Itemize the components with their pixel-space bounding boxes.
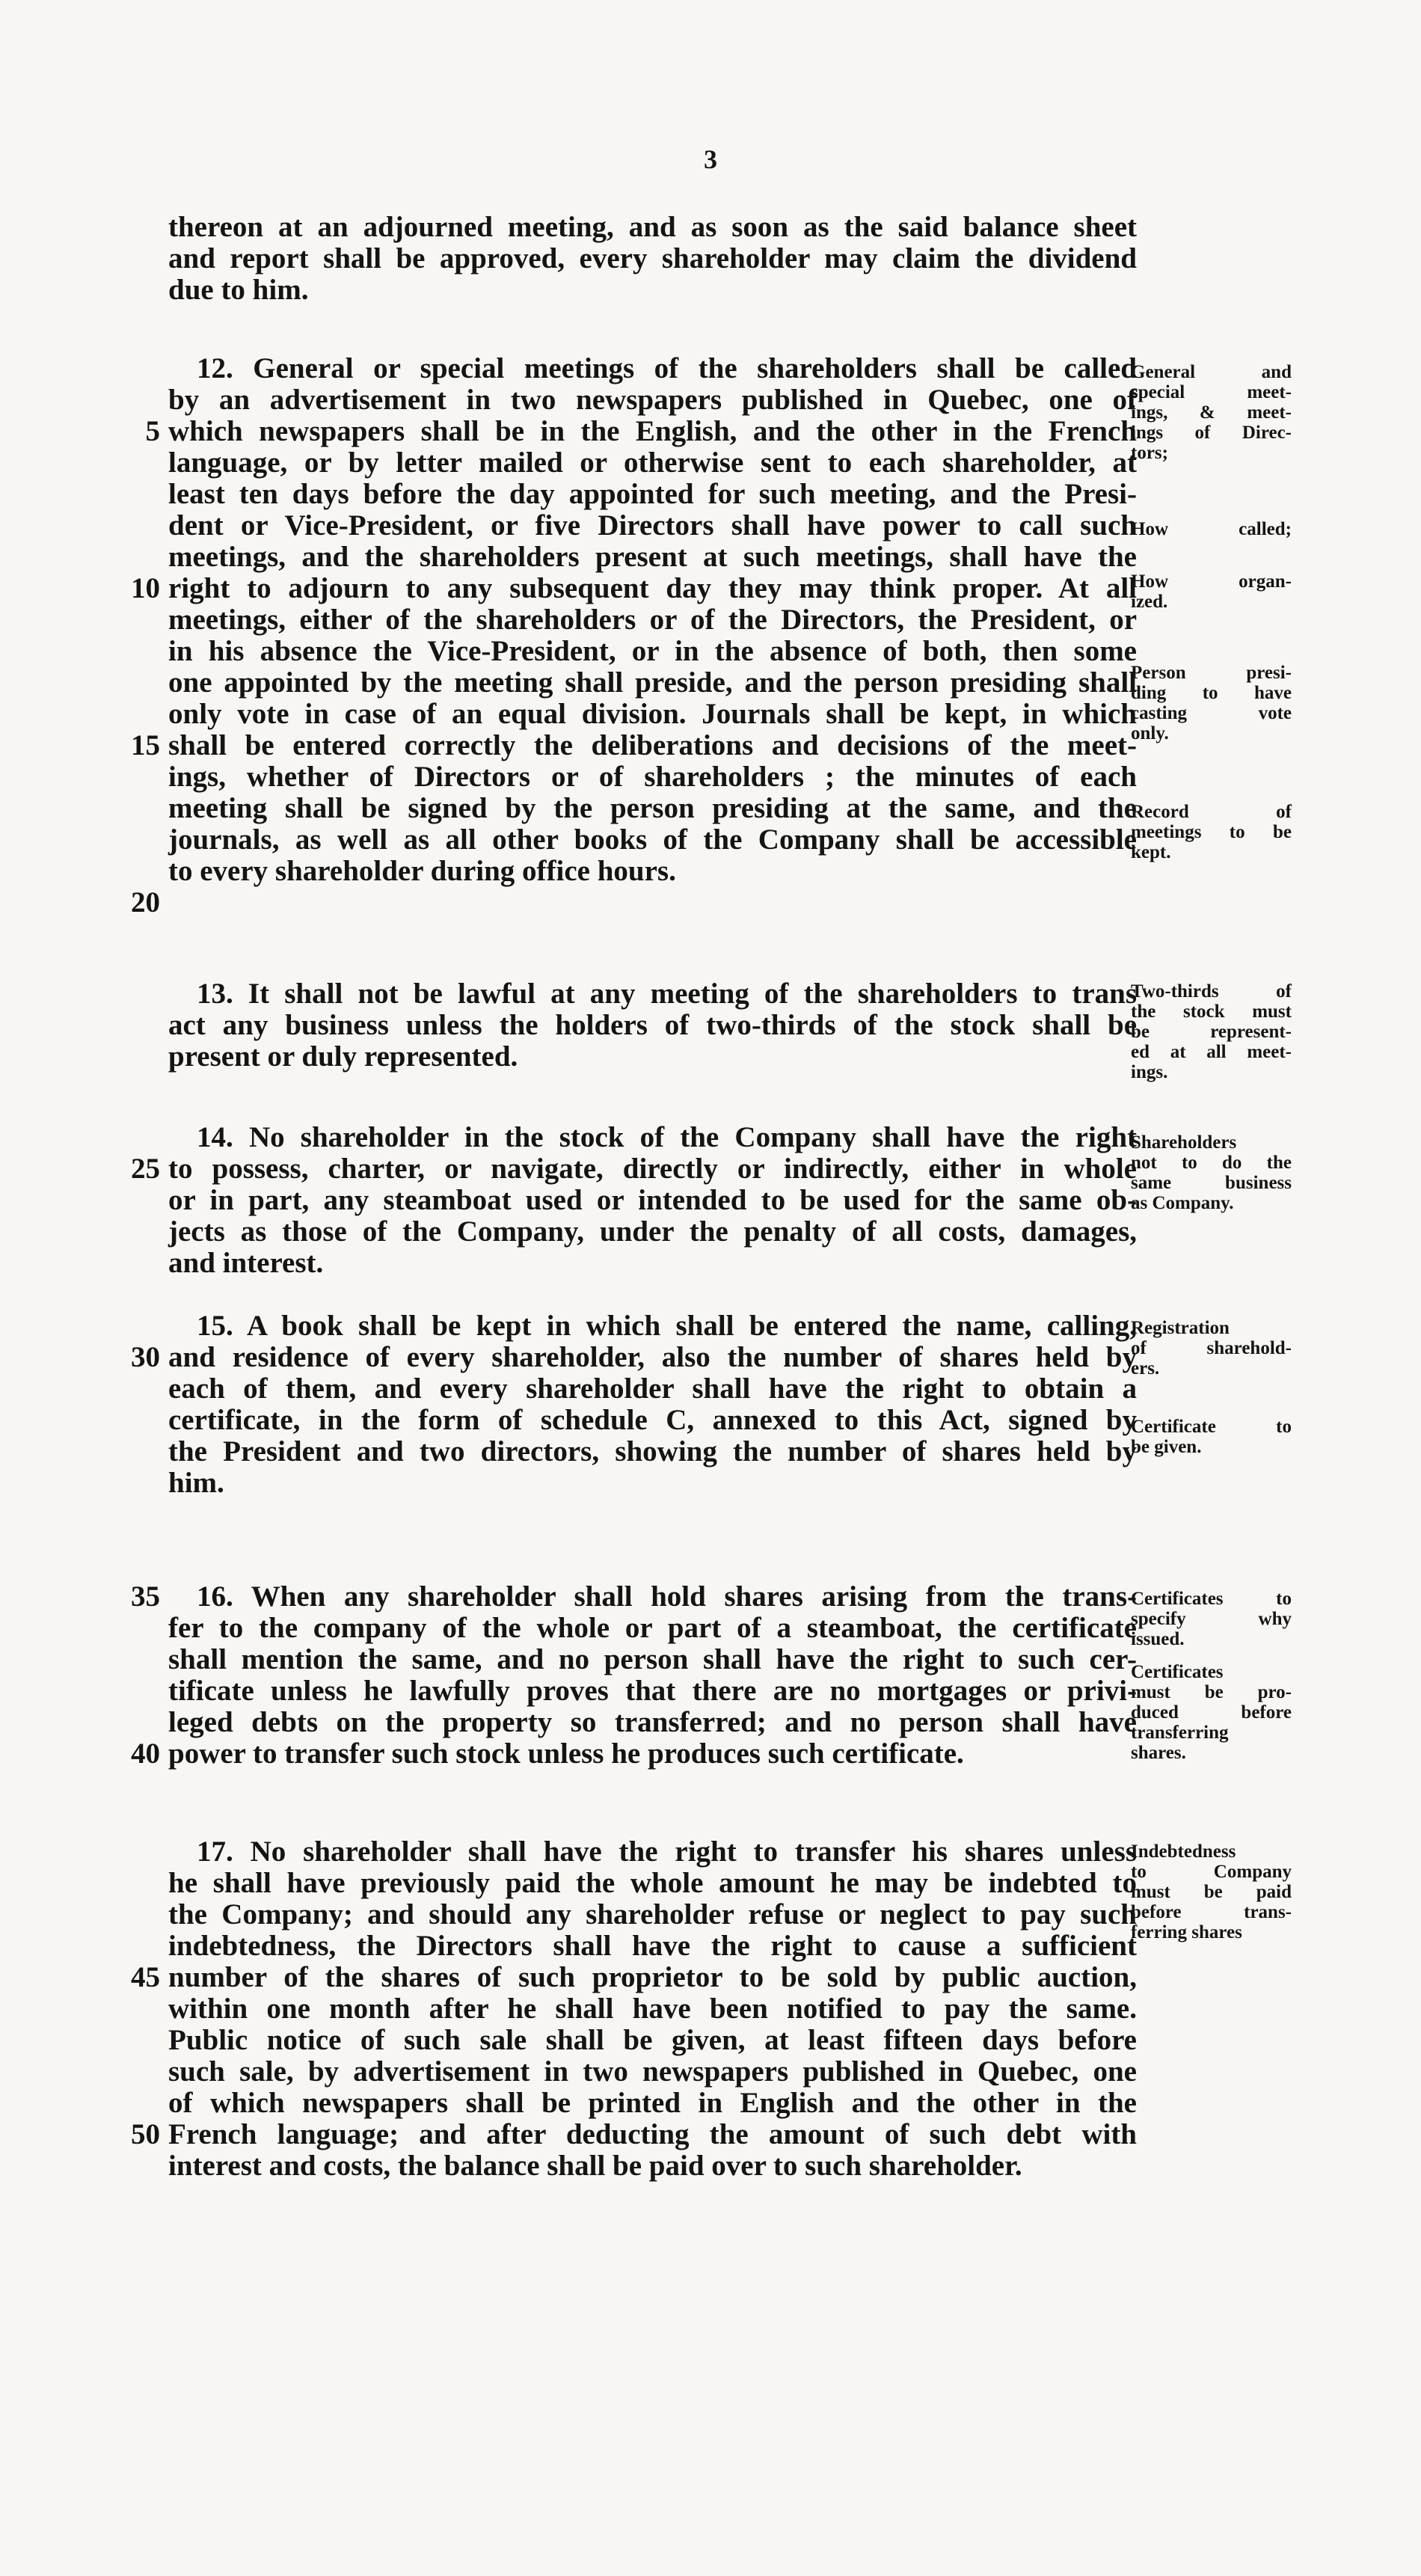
margin-note-line: Indebtedness bbox=[1131, 1841, 1236, 1862]
margin-note bbox=[1131, 802, 1292, 862]
margin-note-line: before trans- bbox=[1131, 1902, 1292, 1922]
text-line: indebtedness, the Directors shall have the right to cause a sufficient bbox=[168, 1930, 1137, 1962]
text-line: dent or Vice-President, or five Directors shall have power to call such bbox=[168, 509, 1137, 542]
margin-note bbox=[1131, 362, 1292, 463]
text-line: French language; and after deducting the amount of such debt with bbox=[168, 2118, 1137, 2150]
section-17 bbox=[168, 1836, 1137, 2182]
margin-note bbox=[1131, 1662, 1292, 1763]
section-number: 15. bbox=[197, 1310, 233, 1342]
margin-note-line: General and bbox=[1131, 362, 1292, 382]
page-number: 3 bbox=[704, 144, 717, 174]
margin-note-line: transferring bbox=[1131, 1723, 1229, 1743]
text-line: each of them, and every shareholder shall have the right to obtain a bbox=[168, 1373, 1137, 1405]
margin-note bbox=[1131, 1318, 1292, 1379]
text-line: act any business unless the holders of two-thirds of the stock shall be bbox=[168, 1009, 1137, 1041]
margin-note bbox=[1131, 1132, 1292, 1213]
text-line: jects as those of the Company, under the penalty of all costs, damages, bbox=[168, 1215, 1137, 1248]
line-number: 5 bbox=[145, 415, 160, 447]
margin-note-line: How called; bbox=[1131, 519, 1292, 539]
margin-note-line: Shareholders bbox=[1131, 1132, 1237, 1153]
text-line: only vote in case of an equal division. Journals shall be kept, in which bbox=[168, 698, 1137, 730]
margin-note-line: casting vote bbox=[1131, 703, 1292, 723]
text-line: tificate unless he lawfully proves that there are no mortgages or privi- bbox=[168, 1675, 1137, 1707]
text-line: present or duly represented. bbox=[168, 1040, 518, 1073]
text-line: by an advertisement in two newspapers published in Quebec, one of bbox=[168, 384, 1137, 416]
margin-note-line: of sharehold- bbox=[1131, 1338, 1292, 1358]
margin-note-line: Record of bbox=[1131, 802, 1292, 822]
text-line: or in part, any steamboat used or intended to be used for the same ob- bbox=[168, 1184, 1137, 1216]
text-line: No shareholder in the stock of the Company shall have the right bbox=[248, 1121, 1137, 1153]
margin-note-line: must be paid bbox=[1131, 1882, 1292, 1902]
text-line: journals, as well as all other books of the Company shall be accessible bbox=[168, 824, 1137, 856]
text-line: A book shall be kept in which shall be entered the name, calling, bbox=[246, 1310, 1137, 1342]
margin-note-line: only. bbox=[1131, 723, 1169, 743]
line-number: 35 bbox=[131, 1580, 160, 1613]
margin-note-line: Registration bbox=[1131, 1318, 1230, 1338]
margin-note-line: Certificate to bbox=[1131, 1417, 1292, 1437]
margin-note-line: to Company bbox=[1131, 1862, 1292, 1882]
margin-note-line: shares. bbox=[1131, 1743, 1186, 1763]
margin-note-line: ding to have bbox=[1131, 683, 1292, 703]
section-number: 17. bbox=[197, 1836, 233, 1868]
text-line: right to adjourn to any subsequent day they may think proper. At all bbox=[168, 572, 1137, 604]
text-line: meeting shall be signed by the person presiding at the same, and the bbox=[168, 792, 1137, 824]
section-number: 16. bbox=[197, 1580, 233, 1613]
text-line: to possess, charter, or navigate, directly or indirectly, either in whole bbox=[168, 1153, 1137, 1185]
text-line: such sale, by advertisement in two newspapers published in Quebec, one bbox=[168, 2055, 1137, 2088]
text-line: fer to the company of the whole or part of a steamboat, the certificate bbox=[168, 1612, 1137, 1644]
text-line: meetings, either of the shareholders or of the Directors, the President, or bbox=[168, 604, 1137, 636]
margin-note-line: kept. bbox=[1131, 842, 1171, 862]
text-line: to every shareholder during office hours. bbox=[168, 855, 676, 887]
margin-note-line: not to do the bbox=[1131, 1153, 1292, 1173]
text-line: shall be entered correctly the deliberations and decisions of the meet- bbox=[168, 729, 1137, 761]
text-line: the Company; and should any shareholder refuse or neglect to pay such bbox=[168, 1898, 1137, 1931]
margin-note bbox=[1131, 519, 1292, 539]
section-13 bbox=[168, 978, 1137, 1073]
line-number: 15 bbox=[131, 729, 160, 761]
text-line: in his absence the Vice-President, or in the absence of both, then some bbox=[168, 635, 1137, 667]
text-line: and interest. bbox=[168, 1247, 324, 1279]
section-16 bbox=[168, 1581, 1137, 1770]
margin-note-line: Two-thirds of bbox=[1131, 981, 1292, 1002]
text-line: interest and costs, the balance shall be paid over to such shareholder. bbox=[168, 2150, 1022, 2182]
margin-note-line: be given. bbox=[1131, 1437, 1202, 1457]
margin-note-line: ings, & meet- bbox=[1131, 402, 1292, 423]
text-line: of which newspapers shall be printed in English and the other in the bbox=[168, 2087, 1137, 2119]
margin-note-line: ed at all meet- bbox=[1131, 1042, 1292, 1062]
text-line: General or special meetings of the shareholders shall be called bbox=[253, 352, 1137, 384]
margin-note-line: tors; bbox=[1131, 443, 1168, 463]
margin-note-line: must be pro- bbox=[1131, 1682, 1292, 1702]
text-line: It shall not be lawful at any meeting of the shareholders to trans bbox=[248, 978, 1137, 1010]
text-line: and report shall be approved, every shareholder may claim the dividend bbox=[168, 242, 1137, 275]
margin-note-line: ings of Direc- bbox=[1131, 423, 1292, 443]
margin-note-line: specify why bbox=[1131, 1609, 1292, 1629]
text-line: he shall have previously paid the whole amount he may be indebted to bbox=[168, 1867, 1137, 1899]
text-line: power to transfer such stock unless he produces such certificate. bbox=[168, 1738, 964, 1770]
line-number: 50 bbox=[131, 2118, 160, 2150]
line-number: 10 bbox=[131, 572, 160, 604]
text-line: Public notice of such sale shall be given, at least fifteen days before bbox=[168, 2024, 1137, 2056]
line-number: 30 bbox=[131, 1341, 160, 1373]
text-line: and residence of every shareholder, also the number of shares held by bbox=[168, 1341, 1137, 1373]
margin-note-line: ers. bbox=[1131, 1358, 1160, 1379]
text-line: the President and two directors, showing the number of shares held by bbox=[168, 1435, 1137, 1468]
line-number: 20 bbox=[131, 886, 160, 919]
text-line: due to him. bbox=[168, 274, 309, 306]
line-number: 25 bbox=[131, 1153, 160, 1185]
text-line: shall mention the same, and no person shall have the right to such cer- bbox=[168, 1643, 1137, 1675]
text-line: certificate, in the form of schedule C, annexed to this Act, signed by bbox=[168, 1404, 1137, 1436]
margin-note-line: meetings to be bbox=[1131, 822, 1292, 842]
margin-note-line: ized. bbox=[1131, 592, 1168, 612]
margin-note-line: ferring shares bbox=[1131, 1922, 1242, 1942]
text-line: When any shareholder shall hold shares arising from the trans- bbox=[251, 1580, 1138, 1613]
text-line: ings, whether of Directors or of shareholders ; the minutes of each bbox=[168, 761, 1137, 793]
line-number: 45 bbox=[131, 1961, 160, 1993]
text-line: one appointed by the meeting shall preside, and the person presiding shall bbox=[168, 666, 1137, 699]
section-number: 14. bbox=[197, 1121, 233, 1153]
text-line: language, or by letter mailed or otherwise sent to each shareholder, at bbox=[168, 447, 1137, 479]
text-line: leged debts on the property so transferred; and no person shall have bbox=[168, 1706, 1137, 1738]
text-line: thereon at an adjourned meeting, and as soon as the said balance sheet bbox=[168, 211, 1137, 243]
margin-note-line: issued. bbox=[1131, 1629, 1185, 1649]
margin-note bbox=[1131, 1841, 1292, 1942]
margin-note-line: How organ- bbox=[1131, 571, 1292, 592]
margin-note-line: Certificates bbox=[1131, 1662, 1224, 1682]
section-15 bbox=[168, 1310, 1137, 1499]
margin-note-line: Person presi- bbox=[1131, 663, 1292, 683]
text-line: least ten days before the day appointed for such meeting, and the Presi- bbox=[168, 478, 1137, 510]
text-line: which newspapers shall be in the English, and the other in the French bbox=[168, 415, 1137, 447]
margin-note-line: duced before bbox=[1131, 1702, 1292, 1723]
margin-note-line: ings. bbox=[1131, 1062, 1168, 1082]
section-number: 13. bbox=[197, 978, 233, 1010]
margin-note-line: be represent- bbox=[1131, 1022, 1292, 1042]
margin-note-line: same business bbox=[1131, 1173, 1292, 1193]
margin-note bbox=[1131, 1417, 1292, 1457]
margin-note-line: as Company. bbox=[1131, 1193, 1234, 1213]
text-line: number of the shares of such proprietor to be sold by public auction, bbox=[168, 1961, 1137, 1993]
margin-note bbox=[1131, 1589, 1292, 1649]
margin-note-line: Certificates to bbox=[1131, 1589, 1292, 1609]
margin-note-line: special meet- bbox=[1131, 382, 1292, 402]
text-line: No shareholder shall have the right to transfer his shares unless bbox=[250, 1836, 1137, 1868]
margin-note bbox=[1131, 981, 1292, 1082]
margin-note-line: the stock must bbox=[1131, 1002, 1292, 1022]
section-12 bbox=[168, 353, 1137, 887]
line-number: 40 bbox=[131, 1738, 160, 1770]
margin-note bbox=[1131, 663, 1292, 743]
text-line: within one month after he shall have been notified to pay the same. bbox=[168, 1993, 1137, 2025]
text-line: him. bbox=[168, 1467, 224, 1499]
margin-note bbox=[1131, 571, 1292, 612]
carryover-paragraph bbox=[168, 212, 1137, 306]
section-number: 12. bbox=[197, 352, 233, 384]
section-14 bbox=[168, 1122, 1137, 1279]
text-line: meetings, and the shareholders present at such meetings, shall have the bbox=[168, 541, 1137, 573]
